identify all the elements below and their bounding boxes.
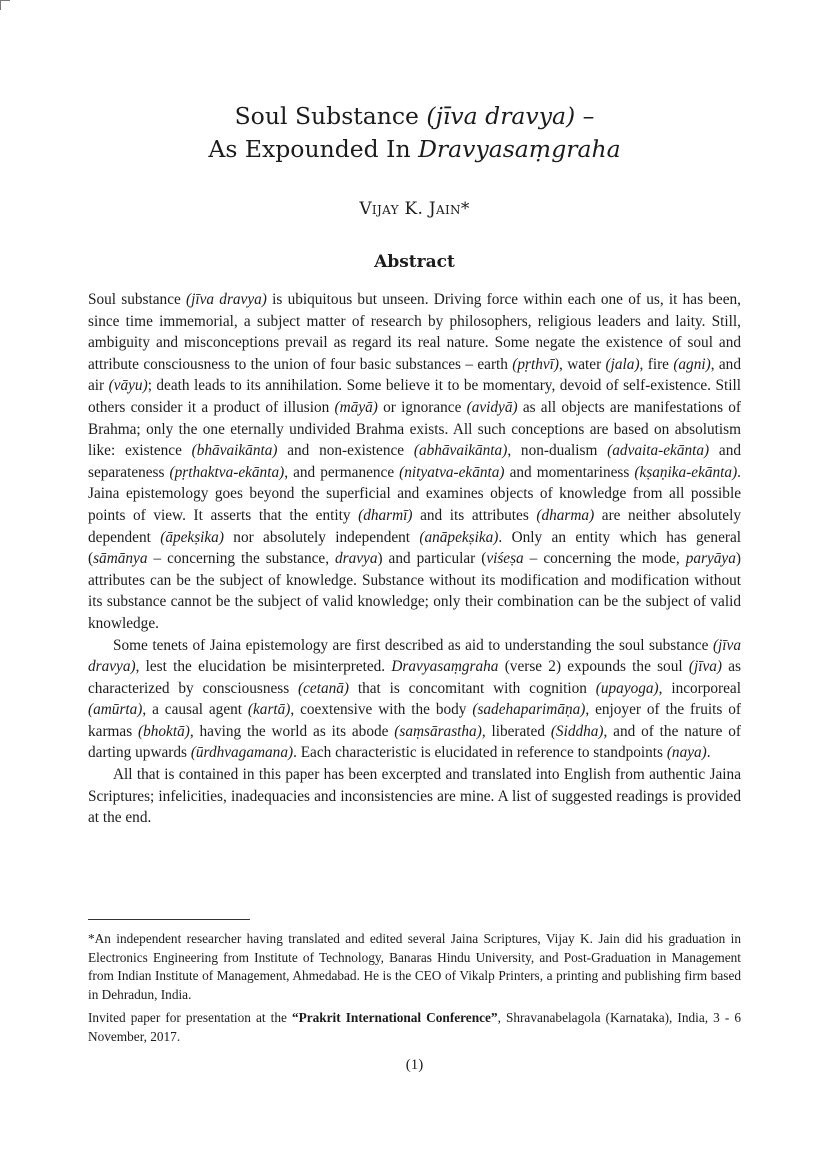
abstract-paragraph xyxy=(88,635,741,765)
italic-term: Dravyasaṃgraha xyxy=(391,658,499,676)
title-italic-term: Dravyasaṃgraha xyxy=(418,135,621,163)
italic-term: (bhoktā) xyxy=(138,722,190,740)
italic-term: (upayoga) xyxy=(595,679,659,697)
italic-term: (amūrta) xyxy=(88,701,143,719)
text-run: that is concomitant with cognition xyxy=(348,679,596,697)
italic-term: paryāya xyxy=(685,550,736,568)
text-run: , liberated xyxy=(481,722,551,740)
italic-term: (kartā) xyxy=(247,701,291,719)
italic-term: (jīva dravya) xyxy=(186,291,267,308)
text-run: as all objects are manifestations of Brahma; only the one eternally undivided Brahma exists. All such conceptions are based on absolutism like: existence xyxy=(88,398,741,460)
bold-phrase: “Prakrit International Conference” xyxy=(291,1010,498,1026)
text-run: Invited paper for presentation at the xyxy=(88,1010,292,1026)
italic-term: (āpekṣika) xyxy=(160,528,224,546)
title-text: Soul Substance xyxy=(234,102,427,130)
text-run: and momentariness xyxy=(504,463,635,481)
text-run: – concerning the substance, xyxy=(147,550,335,568)
text-run: , and of the nature of darting upwards xyxy=(88,722,742,762)
text-run: , having the world as its abode xyxy=(189,722,395,740)
italic-term: (advaita-ekānta) xyxy=(607,442,710,460)
text-run: *An independent researcher having translated and edited several Jaina Scriptures, Vijay K. Jain did his graduation in Electronics Engineering from Institute of Technology, Banaras Hindu University, and Post-Graduation in Management from Indian Institute of Management, Ahmedabad. He is the CEO of Vikalp Printers, a printing and publishing firm based in Dehradun, India. xyxy=(88,931,741,1002)
italic-term: (agni) xyxy=(673,355,711,373)
text-run: , coextensive with the body xyxy=(290,701,473,719)
text-run: , non-dualism xyxy=(507,442,608,460)
text-run: (verse 2) expounds the soul xyxy=(498,658,689,676)
italic-term: (kṣaṇika-ekānta) xyxy=(634,463,738,481)
title-italic-term: (jīva dravya) xyxy=(426,102,576,130)
title-text: As Expounded In xyxy=(208,135,419,163)
italic-term: sāmānya xyxy=(93,550,148,568)
italic-term: (ūrdhvagamana) xyxy=(190,744,294,762)
footnotes xyxy=(88,930,741,1052)
text-run: , enjoyer of the fruits of karmas xyxy=(88,701,741,740)
italic-term: (saṃsārastha) xyxy=(394,722,482,740)
text-run: . xyxy=(706,744,711,762)
text-run: . Only an entity which has general ( xyxy=(88,528,742,568)
text-run: and its attributes xyxy=(412,506,537,524)
author-name: Vijay K. Jain* xyxy=(359,199,470,219)
text-run: , fire xyxy=(639,355,674,373)
italic-term: (māyā) xyxy=(334,398,378,416)
text-run: as characterized by consciousness xyxy=(88,658,741,697)
text-run: – concerning the mode, xyxy=(523,550,686,568)
italic-term: (Siddha) xyxy=(550,722,604,740)
abstract-heading: Abstract xyxy=(374,252,455,272)
italic-term: (bhāvaikānta) xyxy=(191,442,278,460)
paper-title xyxy=(88,100,741,166)
text-run: nor absolutely independent xyxy=(223,528,420,546)
text-run: Some tenets of Jaina epistemology are first described as aid to understanding the soul substance xyxy=(113,636,713,654)
italic-term: viśeṣa xyxy=(486,550,524,568)
text-run: ; death leads to its annihilation. Some believe it to be momentary, devoid of self-existence. Still others consider it a product of illusion xyxy=(88,377,741,416)
italic-term: (cetanā) xyxy=(298,679,349,697)
text-run: and non-existence xyxy=(277,442,414,460)
italic-term: (sadehaparimāṇa) xyxy=(472,701,586,719)
text-run: is ubiquitous but unseen. Driving force within each one of us, it has been, since time immemorial, a subject matter of research by philosophers, religious leaders and laity. Still, ambiguity and misconceptions prevail as regard its real nature. Some negate the existence of soul and attribute consciousness to the union of four basic substances – earth xyxy=(88,291,741,373)
text-run: or ignorance xyxy=(377,398,467,416)
text-run: ) and particular ( xyxy=(377,550,487,568)
italic-term: (dharma) xyxy=(536,506,595,524)
italic-term: (jala) xyxy=(605,355,640,373)
italic-term: (pṛthvī) xyxy=(512,355,560,373)
italic-term: (anāpekṣika) xyxy=(419,528,499,546)
title-line-2 xyxy=(88,133,741,166)
abstract-paragraph xyxy=(88,764,741,829)
text-run: , and air xyxy=(88,355,741,395)
text-run: . Jaina epistemology goes beyond the superficial and examines objects of knowledge from all possible points of view. It asserts that the entity xyxy=(88,463,741,524)
text-run: Soul substance xyxy=(88,291,187,308)
text-run: are neither absolutely dependent xyxy=(88,506,741,546)
title-line-1 xyxy=(88,100,741,133)
text-run: . Each characteristic is elucidated in reference to standpoints xyxy=(293,744,667,762)
footnote-divider xyxy=(88,919,250,920)
italic-term: (vāyu) xyxy=(108,377,148,395)
italic-term: (naya) xyxy=(666,744,707,762)
abstract-paragraph xyxy=(88,289,741,635)
italic-term: (avidyā) xyxy=(466,398,518,416)
crop-mark xyxy=(0,0,10,10)
text-run: , a causal agent xyxy=(142,701,248,719)
italic-term: (jīva) xyxy=(688,658,722,676)
italic-term: (jīva dravya) xyxy=(88,636,741,676)
abstract-body xyxy=(88,289,741,829)
page-number: (1) xyxy=(405,1057,424,1073)
italic-term: (dharmī) xyxy=(358,506,413,524)
text-run: All that is contained in this paper has been excerpted and translated into English from authentic Jaina Scriptures; infelicities, inadequacies and inconsistencies are mine. A list of suggested readings is provided at the end. xyxy=(88,766,741,827)
text-run: , incorporeal xyxy=(658,679,741,697)
footnote xyxy=(88,930,741,1004)
italic-term: (pṛthaktva-ekānta) xyxy=(169,463,285,481)
italic-term: (abhāvaikānta) xyxy=(413,442,508,460)
text-run: , and permanence xyxy=(284,463,400,481)
footnote xyxy=(88,1009,741,1046)
text-run: and separateness xyxy=(88,442,741,481)
text-run: ) attributes can be the subject of knowledge. Substance without its modification and modification without its substance cannot be the subject of valid knowledge; only their combination can be the subject of valid knowledge. xyxy=(88,550,741,632)
text-run: , lest the elucidation be misinterpreted. xyxy=(135,658,392,676)
italic-term: (nityatva-ekānta) xyxy=(399,463,505,481)
title-dash: – xyxy=(575,102,595,130)
italic-term: dravya xyxy=(335,550,378,568)
text-run: , Shravanabelagola (Karnataka), India, 3 - 6 November, 2017. xyxy=(88,1010,741,1044)
text-run: , water xyxy=(559,355,606,373)
